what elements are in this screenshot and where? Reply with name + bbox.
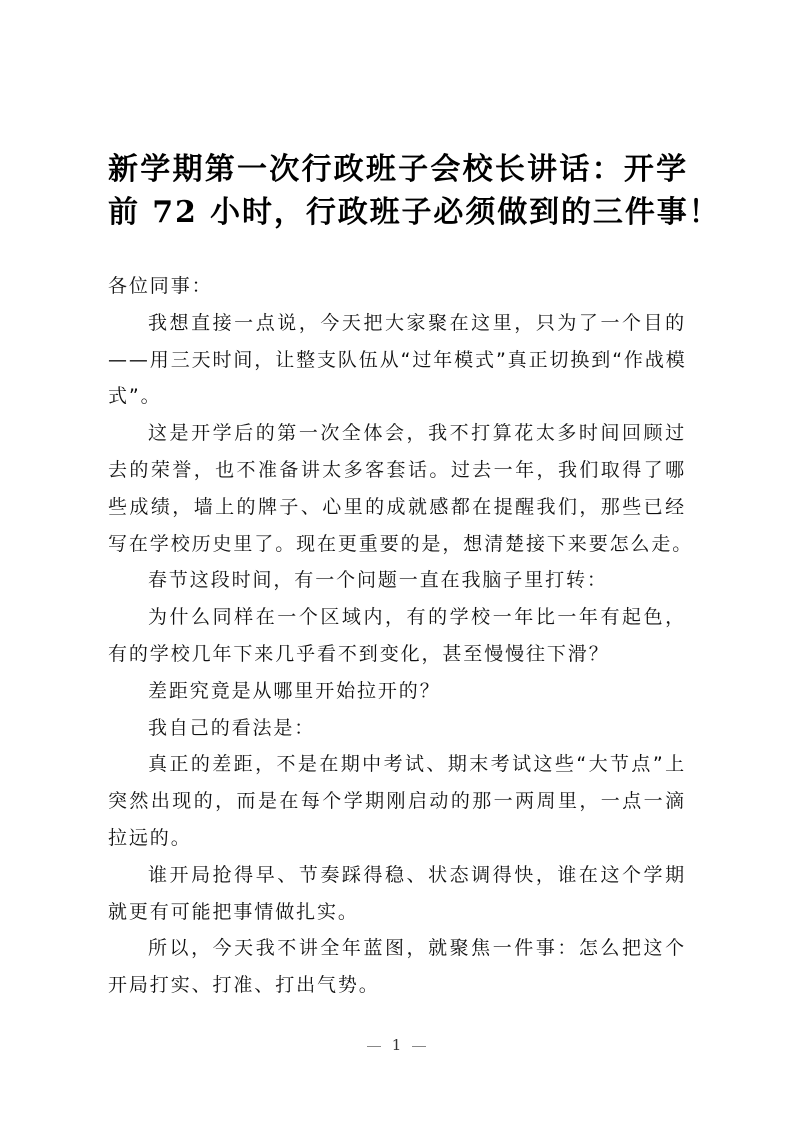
paragraph-4 [108,599,686,673]
paragraph-line: 春节这段时间，有一个问题一直在我脑子里打转： [148,569,608,592]
paragraph-6 [108,710,686,747]
paragraph-line: 我想直接一点说，今天把大家聚在这里，只为了一个目的 [148,311,686,334]
document-body [108,268,694,1004]
paragraph-9 [108,930,686,1004]
paragraph-line: 为什么同样在一个区域内，有的学校一年比一年有起色， [148,606,686,629]
paragraph-line: 式”。 [108,385,162,408]
title-line-1: 新学期第一次行政班子会校长讲话：开学 [108,152,688,187]
paragraph-line: 写在学校历史里了。现在更重要的是，想清楚接下来要怎么走。 [108,532,694,555]
paragraph-line: 开局打实、打准、打出气势。 [108,974,380,997]
paragraph-5 [108,673,686,710]
page-number: 1 [391,1036,402,1054]
paragraph-line: 有的学校几年下来几乎看不到变化，甚至慢慢往下滑？ [108,642,610,665]
paragraph-line: 突然出现的，而是在每个学期刚启动的那一两周里，一点一滴 [108,790,686,813]
paragraph-line: 我自己的看法是： [148,716,316,739]
paragraph-3 [108,562,686,599]
footer-dash-right [412,1046,426,1047]
title-line-2: 前 72 小时，行政班子必须做到的三件事！ [108,195,721,230]
document-title [108,148,721,234]
footer-dash-left [367,1046,381,1047]
paragraph-2 [108,415,694,562]
paragraph-line: ——用三天时间，让整支队伍从“过年模式”真正切换到“作战模 [108,348,687,371]
paragraph-1 [108,305,686,415]
paragraph-line: 所以，今天我不讲全年蓝图，就聚焦一件事：怎么把这个 [148,937,686,960]
paragraph-7 [108,746,686,856]
salutation: 各位同事： [108,275,213,297]
paragraph-8 [108,857,686,931]
page-footer [0,1036,793,1054]
paragraph-line: 真正的差距，不是在期中考试、期末考试这些“大节点”上 [148,753,686,776]
paragraph-line: 差距究竟是从哪里开始拉开的？ [148,679,441,702]
paragraph-line: 谁开局抢得早、节奏踩得稳、状态调得快，谁在这个学期 [148,863,686,886]
paragraph-line: 这是开学后的第一次全体会，我不打算花太多时间回顾过 [148,422,686,445]
paragraph-line: 些成绩，墙上的牌子、心里的成就感都在提醒我们，那些已经 [108,495,686,518]
paragraph-line: 就更有可能把事情做扎实。 [108,900,359,923]
paragraph-line: 去的荣誉，也不准备讲太多客套话。过去一年，我们取得了哪 [108,458,686,481]
paragraph-line: 拉远的。 [108,826,192,849]
